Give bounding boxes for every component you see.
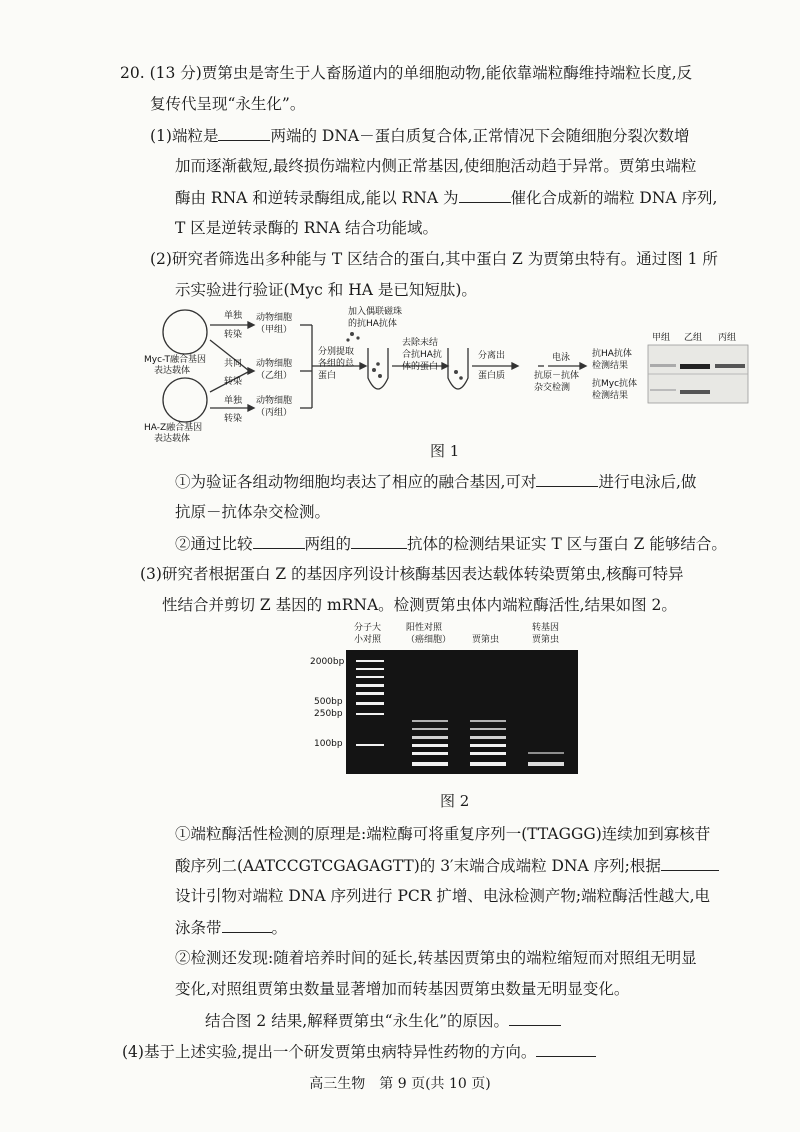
vector1-label: Myc-T融合基因 [144,355,206,365]
label: 电泳 [552,353,571,363]
label: 检测结果 [592,361,629,371]
vector2-label-b: 表达载体 [154,434,191,444]
part1-line [150,124,690,147]
answer-blank[interactable] [661,854,719,871]
answer-blank[interactable] [222,916,272,933]
part1-line: 加而逐渐截短,最终损伤端粒内侧正常基因,使细胞活动趋于异常。贾第虫端粒 [175,157,697,175]
text: 抗体的检测结果证实 T 区与蛋白 Z 能够结合。 [407,535,727,553]
label: 各组的总 [318,359,355,369]
label: 乙组 [684,333,703,343]
q2-1-line: 抗原－抗体杂交检测。 [175,503,331,521]
label: 杂交检测 [534,383,571,393]
label: 合抗HA抗 [402,350,442,360]
answer-blank[interactable] [459,186,511,203]
label: 转基因 [532,623,560,633]
label: 动物细胞 [256,313,293,323]
question-line: 复传代呈现“永生化”。 [150,95,306,113]
vector2-label: HA-Z融合基因 [144,423,203,433]
figure-2-caption: 图 2 [440,792,470,810]
label: 抗原－抗体 [534,371,580,381]
marker-label: 250bp [314,709,343,719]
label: 分子大 [354,623,382,633]
label: 贾第虫 [532,635,560,645]
question-line: 20. (13 分)贾第虫是寄生于人畜肠道内的单细胞动物,能依靠端粒酶维持端粒长度,反 [120,64,693,82]
label: 的抗HA抗体 [348,319,397,329]
text: 结合图 2 结果,解释贾第虫“永生化”的原因。 [205,1012,509,1030]
figure-1-caption: 图 1 [430,442,460,460]
text: 两组的 [304,535,352,553]
answer-blank[interactable] [218,124,270,141]
text: ①为验证各组动物细胞均表达了相应的融合基因,可对 [175,473,537,491]
text: 两端的 DNA－蛋白质复合体,正常情况下会随细胞分裂次数增 [270,127,690,145]
part3-line: 性结合并剪切 Z 基因的 mRNA。检测贾第虫体内端粒酶活性,结果如图 2。 [162,596,677,614]
text: 酶由 RNA 和逆转录酶组成,能以 RNA 为 [175,189,459,207]
text: (4)基于上述实验,提出一个研发贾第虫病特异性药物的方向。 [122,1043,537,1061]
label: 甲组 [652,333,671,343]
label: （丙组） [256,408,293,418]
q3-1-line [175,854,719,877]
label: 分别提取 [318,347,355,357]
marker-label: 2000bp [310,657,345,667]
label: 去除未结 [402,338,439,348]
text: (1)端粒是 [150,127,219,145]
label: 单独 [224,311,243,321]
part2-line: (2)研究者筛选出多种能与 T 区结合的蛋白,其中蛋白 Z 为贾第虫特有。通过图 1 所 [150,250,718,268]
answer-blank[interactable] [351,532,407,549]
label: 单独 [224,396,243,406]
plasmid-ha-z-icon [163,378,207,422]
marker-label: 500bp [314,697,343,707]
answer-blank[interactable] [253,532,305,549]
page-footer: 高三生物 第 9 页(共 10 页) [309,1076,491,1092]
part3-line: (3)研究者根据蛋白 Z 的基因序列设计核酶基因表达载体转染贾第虫,核酶可特异 [140,565,684,583]
text: 酸序列二(AATCCGTCGAGAGTT)的 3′末端合成端粒 DNA 序列;根据 [175,857,661,875]
q3-2-line [205,1009,561,1032]
q2-1-line [175,470,696,493]
label: 蛋白 [318,371,337,381]
blot-panel [648,345,748,403]
label: （癌细胞） [406,635,452,645]
label: 检测结果 [592,391,629,401]
answer-blank[interactable] [536,470,598,487]
q3-2-line: 变化,对照组贾第虫数量显著增加而转基因贾第虫数量无明显变化。 [175,980,630,998]
label: 分离出 [478,351,506,361]
q2-2-line [175,532,727,555]
label: （甲组） [256,325,293,335]
marker-label: 100bp [314,739,343,749]
part4-line [122,1040,596,1063]
label: 转染 [224,377,243,387]
plasmid-myc-t-icon [163,310,207,354]
label: 丙组 [718,333,737,343]
label: 转染 [224,330,243,340]
answer-blank[interactable] [509,1009,561,1026]
q3-1-line [175,916,287,939]
text: 催化合成新的端粒 DNA 序列, [510,189,718,207]
text: 进行电泳后,做 [598,473,697,491]
part1-line: T 区是逆转录酶的 RNA 结合功能域。 [175,219,439,237]
q3-1-line: 设计引物对端粒 DNA 序列进行 PCR 扩增、电泳检测产物;端粒酶活性越大,电 [175,887,711,905]
label: 加入偶联磁珠 [348,307,403,317]
text: 。 [271,919,288,937]
label: 蛋白质 [478,371,506,381]
label: 贾第虫 [472,635,500,645]
label: 动物细胞 [256,396,293,406]
label: 小对照 [354,635,382,645]
q3-2-line: ②检测还发现:随着培养时间的延长,转基因贾第虫的端粒缩短而对照组无明显 [175,949,697,967]
q3-1-line: ①端粒酶活性检测的原理是:端粒酶可将重复序列一(TTAGGG)连续加到寡核苷 [175,825,711,843]
label: 体的蛋白 [402,362,439,372]
label: 抗HA抗体 [592,349,632,359]
label: 共同 [224,359,243,369]
figure-1 [140,300,750,444]
vector1-label-b: 表达载体 [154,366,191,376]
label: 转染 [224,414,243,424]
label: （乙组） [256,371,293,381]
text: 泳条带 [175,919,222,937]
label: 动物细胞 [256,359,293,369]
answer-blank[interactable] [536,1040,596,1057]
label: 抗Myc抗体 [592,379,638,389]
part1-line [175,186,717,209]
text: ②通过比较 [175,535,253,553]
label: 阳性对照 [406,623,443,633]
part2-line: 示实验进行验证(Myc 和 HA 是已知短肽)。 [175,281,477,299]
figure-2-gel [300,620,590,780]
